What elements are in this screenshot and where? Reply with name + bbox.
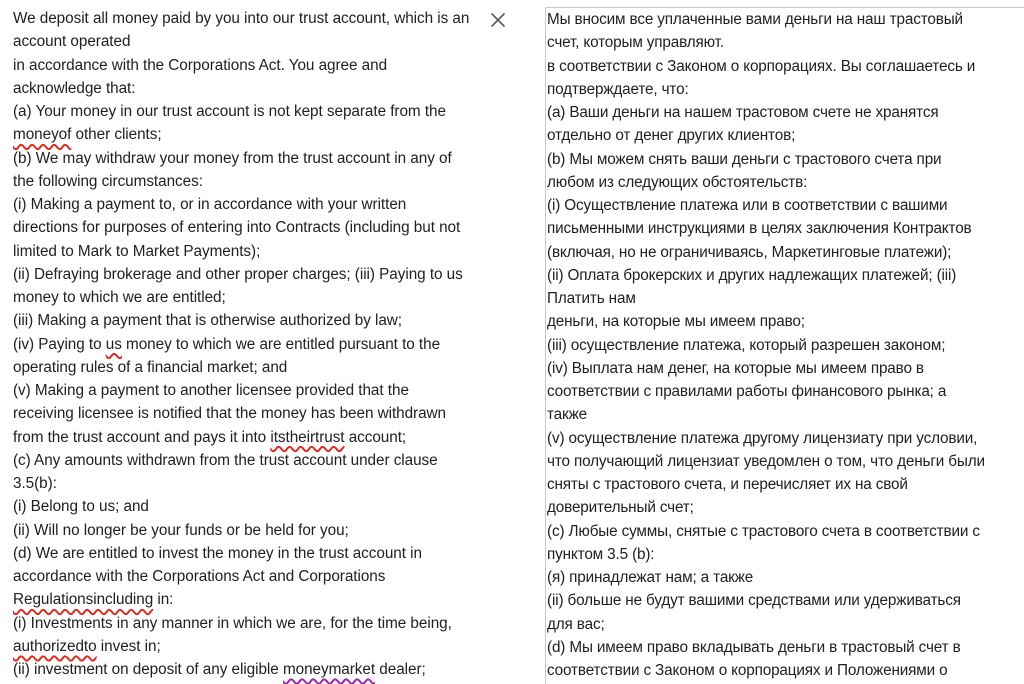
source-line: (c) Any amounts withdrawn from the trust account under clause [13,451,438,469]
translation-line: деньги, на которые мы имеем право; [547,313,805,331]
misspelled-word[interactable]: moneyof [13,126,72,144]
source-line: from the trust account and pays it into itstheirtrust account; [13,428,407,446]
source-line: acknowledge that: [13,79,136,97]
source-line: (a) Your money in our trust account is not kept separate from the [13,103,446,120]
translation-line: Мы вносим все уплаченные вами деньги на наш трастовый [547,11,963,28]
source-line: limited to Mark to Market Payments); [13,242,261,260]
translation-line: (iv) Выплата нам денег, на которые мы имеем право в [547,359,924,377]
translation-line: (b) Мы можем снять ваши деньги с трастового счета при [547,150,942,168]
translation-line: (d) Мы имеем право вкладывать деньги в трастовый счет в [547,638,961,656]
source-line: 3.5(b): [13,475,57,492]
translation-line: сняты с трастового счета, и перечисляет их на свой [547,476,908,493]
source-line: in accordance with the Corporations Act. You agree and [13,56,388,74]
translation-line: доверительный счет; [547,499,694,517]
translation-line: Платить нам [547,290,636,307]
source-line: receiving licensee is notified that the money has been withdrawn [13,405,447,423]
translation-line: также [547,406,588,424]
source-line: account operated [13,33,131,51]
translation-line: в соответствии с Законом о корпорациях. Вы соглашаетесь и [547,57,976,75]
misspelled-word[interactable]: itstheirtrust [270,428,345,446]
translation-line: (я) принадлежат нам; а также [547,569,754,586]
translation-panel[interactable] [545,7,1024,684]
source-text[interactable] [13,7,493,681]
translation-line: соответствии с Законом о корпорациях и Положениями о [547,662,948,679]
translation-line: соответствии с правилами работы финансового рынка; а [547,383,947,400]
source-line: moneyof other clients; [13,126,162,144]
translation-line: счет, которым управляют. [547,34,724,52]
translation-line: (ii) больше не будут вашими средствами или удерживаться [547,592,961,610]
translation-line: письменными инструкциями в целях заключения Контрактов [547,220,972,238]
translation-text [547,8,1023,682]
close-icon[interactable] [487,9,509,31]
source-line: Regulationsincluding in: [13,591,174,609]
misspelled-word[interactable]: Regulationsincluding [13,591,154,609]
translation-line: что получающий лицензиат уведомлен о том, что деньги были [547,452,985,470]
translation-line: (включая, но не ограничиваясь, Маркетинговые платежи); [547,243,952,261]
misspelled-word[interactable]: moneymarket [282,661,376,678]
source-line: authorizedto invest in; [13,637,161,655]
misspelled-word[interactable]: us [105,335,122,353]
translation-line: отдельно от денег других клиентов; [547,127,796,145]
translation-line: пунктом 3.5 (b): [547,545,655,563]
source-line: (d) We are entitled to invest the money in the trust account in [13,544,422,562]
source-line: (i) Making a payment to, or in accordance with your written [13,196,407,213]
translation-line: (c) Любые суммы, снятые с трастового счета в соответствии с [547,522,980,540]
source-line: (i) Investments in any manner in which we are, for the time being, [13,614,452,632]
source-line: directions for purposes of entering into Contracts (including but not [13,219,461,237]
source-line: (v) Making a payment to another licensee provided that the [13,382,409,399]
source-line: money to which we are entitled; [13,289,226,306]
source-line: We deposit all money paid by you into our trust account, which is an [13,10,470,27]
translation-line: (a) Ваши деньги на нашем трастовом счете не хранятся [547,104,939,121]
source-line: the following circumstances: [13,172,203,190]
translation-line: (iii) осуществление платежа, который разрешен законом; [547,336,946,354]
translation-line: для вас; [547,615,605,633]
source-line: (i) Belong to us; and [13,498,149,516]
source-line: operating rules of a financial market; and [13,358,288,376]
translation-line: (i) Осуществление платежа или в соответствии с вашими [547,197,948,214]
source-line: (b) We may withdraw your money from the trust account in any of [13,149,452,167]
source-line: (ii) Defraying brokerage and other proper charges; (iii) Paying to us [13,265,463,283]
source-line: (iv) Paying to us money to which we are entitled pursuant to the [13,335,441,353]
translation-line: любом из следующих обстоятельств: [547,173,808,191]
misspelled-word[interactable]: authorizedto [13,637,97,655]
translation-line: (v) осуществление платежа другому лицензиату при условии, [547,429,978,447]
source-line: accordance with the Corporations Act and Corporations [13,568,386,585]
translation-line: подтверждаете, что: [547,80,689,98]
source-line: (ii) investment on deposit of any eligible moneymarket dealer; [13,661,426,678]
source-line: (ii) Will no longer be your funds or be held for you; [13,521,349,539]
translation-line: (ii) Оплата брокерских и других надлежащих платежей; (iii) [547,266,957,284]
source-line: (iii) Making a payment that is otherwise authorized by law; [13,312,402,330]
